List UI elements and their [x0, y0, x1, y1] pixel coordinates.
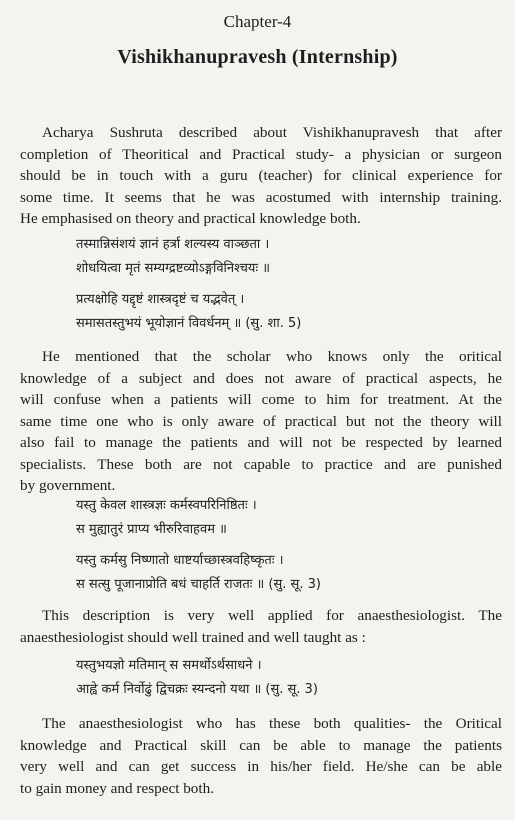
text-line: completion of Theoritical and Practical study- a physician or surgeon — [20, 145, 502, 163]
chapter-title: Vishikhanupravesh (Internship) — [117, 46, 398, 68]
text-line: Acharya Sushruta described about Vishikhanupravesh that after — [42, 124, 502, 141]
verse-line: यस्तु कर्मसु निष्णातो धाष्टर्याच्छास्त्रवहिष्कृतः । — [76, 553, 284, 568]
paragraph-intro — [20, 122, 502, 230]
text-line: very well and can get success in his/her field. He/she can be able — [20, 758, 502, 775]
paragraph-conclusion — [20, 713, 502, 799]
text-line: should be in touch with a guru (teacher) for clinical experience for — [20, 167, 502, 184]
text-line: to gain money and respect both. — [20, 779, 215, 797]
text-line: The anaesthesiologist who has these both qualities- the Oritical — [42, 715, 502, 732]
text-line: He emphasised on theory and practical knowledge both. — [20, 210, 361, 227]
paragraph-theory-practice — [20, 346, 502, 497]
text-line: by government. — [20, 477, 116, 494]
text-line: knowledge and Practical skill can be able to manage the patients — [20, 736, 502, 754]
text-line: will confuse when a patients will come to him for treatment. At the — [20, 391, 502, 408]
verse-line: तस्मान्निसंशयं ज्ञानं हर्त्रा शल्यस्य वाञ्छता । — [76, 237, 270, 252]
verse-line: शोधयित्वा मृतं सम्यग्द्रष्टव्योऽङ्गविनिश्चयः ॥ — [76, 261, 270, 276]
text-line: knowledge of a subject and does not aware of practical aspects, he — [20, 369, 502, 387]
sanskrit-verse-3 — [76, 654, 476, 702]
verse-line: यस्तु केवल शास्त्रज्ञः कर्मस्वपरिनिष्ठितः । — [76, 498, 257, 513]
text-line: same time one who is only aware of practical but not the theory will — [20, 412, 502, 430]
sanskrit-verse-2 — [76, 494, 476, 597]
text-line: specialists. These both are not capable to practice and are punished — [20, 455, 502, 473]
chapter-label: Chapter-4 — [223, 12, 292, 31]
sanskrit-verse-1 — [76, 233, 476, 336]
text-line: anaesthesiologist should well trained and well taught as : — [20, 628, 366, 646]
verse-line: स सत्सु पूजानाप्रोति बधं चाहर्ति राजतः ॥ (सु. सू. 3) — [76, 577, 321, 592]
verse-line: प्रत्यक्षोहि यद्दृष्टं शास्त्रदृष्टं च यद्भवेत् । — [76, 292, 245, 307]
text-line: This description is very well applied for anaesthesiologist. The — [42, 607, 502, 624]
verse-line: आह्वे कर्म निर्वोढुं द्विचक्रः स्यन्दनो यथा ॥ (सु. सू. 3) — [76, 682, 318, 697]
verse-line: स मुह्यातुरं प्राप्य भीरुरिवाहवम ॥ — [76, 522, 227, 537]
text-line: also fail to manage the patients and will not be respected by learned — [20, 434, 502, 451]
verse-line: समासतस्तुभयं भूयोज्ञानं विवर्धनम् ॥ (सु. शा. 5) — [76, 316, 302, 331]
verse-line: यस्तुभयज्ञो मतिमान् स समर्थोऽर्थसाधने । — [76, 658, 262, 673]
text-line: He mentioned that the scholar who knows only the oritical — [42, 348, 502, 365]
text-line: some time. It seems that he was acostumed with internship training. — [20, 188, 502, 206]
paragraph-anaesthesiologist — [20, 605, 502, 648]
